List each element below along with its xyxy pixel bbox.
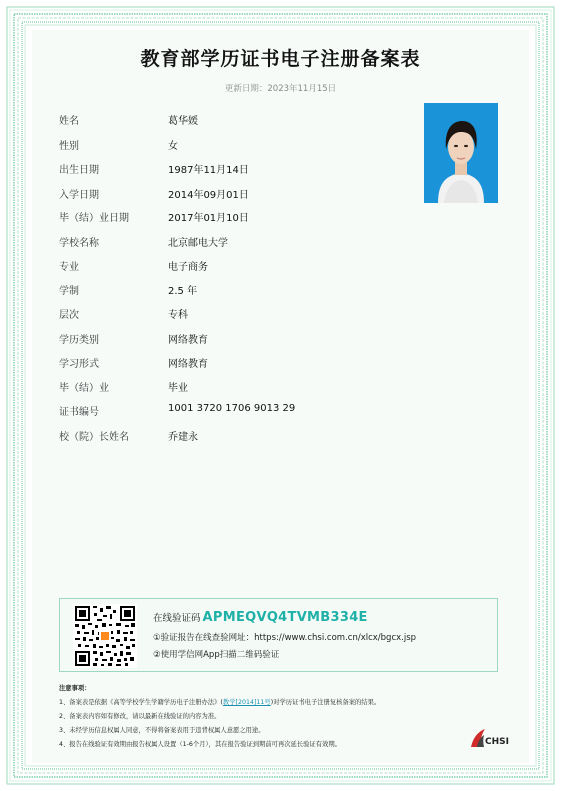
- field-value: 乔建永: [168, 431, 198, 443]
- field-label: 校（院）长姓名: [59, 431, 129, 443]
- field-value: 电子商务: [168, 261, 208, 273]
- field-label: 学校名称: [59, 237, 99, 249]
- field-value: 网络教育: [168, 334, 208, 346]
- field-label: 学习形式: [59, 358, 99, 370]
- field-label: 学历类别: [59, 334, 99, 346]
- verification-code-line: [153, 610, 368, 625]
- update-date: [0, 82, 561, 94]
- update-date-label: 更新日期：: [224, 84, 268, 94]
- field-value: 葛华媛: [168, 116, 198, 127]
- field-label: 入学日期: [59, 189, 99, 201]
- verification-code-label: 在线验证码: [153, 613, 201, 624]
- field-label: 学制: [59, 286, 79, 297]
- notes-title: 注意事项：: [59, 685, 91, 692]
- field-value: 女: [168, 140, 178, 152]
- verification-url-text[interactable]: ①验证报告在线查验网址：https://www.chsi.com.cn/xlcx/bgcx.jsp: [153, 633, 417, 643]
- field-label: 毕（结）业日期: [59, 213, 129, 224]
- id-photo: [424, 103, 498, 203]
- verification-panel: [59, 598, 498, 672]
- field-label: 姓名: [59, 116, 79, 127]
- field-value: 专科: [168, 310, 188, 321]
- field-value: 1987年11月14日: [168, 165, 249, 176]
- note-item: 3、未经学历信息权属人同意，不得将备案表用于违背权属人意愿之用途。: [59, 727, 265, 734]
- qr-code[interactable]: [73, 604, 137, 668]
- field-label: 专业: [59, 261, 79, 273]
- field-value: 2.5 年: [168, 286, 198, 297]
- note-text: 1、备案表是依据《高等学校学生学籍学历电子注册办法》(: [59, 699, 223, 706]
- field-value: 2017年01月10日: [168, 213, 249, 224]
- portrait-graphic: [424, 103, 498, 203]
- verification-app-text: ②使用学信网App扫描二维码验证: [153, 650, 280, 660]
- field-value: 1001 3720 1706 9013 29: [168, 403, 296, 414]
- field-value: 2014年09月01日: [168, 189, 249, 201]
- page-title: 教育部学历证书电子注册备案表: [140, 48, 421, 70]
- field-label: 毕（结）业: [59, 383, 109, 394]
- field-label: 层次: [59, 310, 79, 321]
- update-date-value: 2023年11月15日: [267, 84, 337, 94]
- chsi-logo-text: CHSI: [485, 737, 509, 747]
- note-item: 2、备案表内容如有修改，请以最新在线验证的内容为准。: [59, 713, 221, 720]
- verification-code[interactable]: APMEQVQ4TVMB334E: [202, 610, 368, 625]
- regulation-link[interactable]: 教学[2014]11号: [222, 699, 271, 706]
- field-value: 毕业: [168, 383, 188, 394]
- notes-section: [59, 683, 459, 753]
- field-label: 证书编号: [59, 407, 99, 418]
- field-label: 出生日期: [59, 165, 99, 176]
- field-value: 北京邮电大学: [168, 237, 228, 249]
- note-text: )对学历证书电子注册复核备案的结果。: [270, 699, 381, 706]
- field-label: 性别: [59, 140, 79, 152]
- field-value: 网络教育: [168, 358, 208, 370]
- note-item: 4、报告在线验证有效期由报告权属人设置（1-6个月），其在报告验证到期前可再次延长验证有效期。: [59, 741, 341, 748]
- qr-code-graphic: [73, 604, 137, 668]
- note-item: [59, 697, 459, 711]
